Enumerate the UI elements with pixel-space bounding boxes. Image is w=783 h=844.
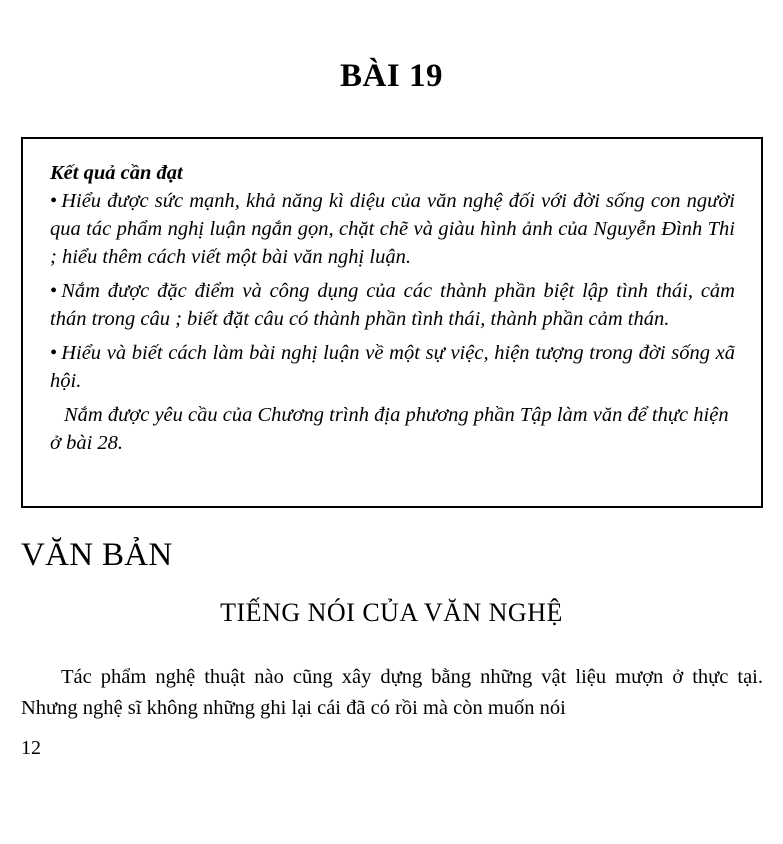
goals-heading: Kết quả cần đạt	[50, 162, 183, 184]
goal-item	[50, 277, 735, 333]
bullet-icon: •	[50, 190, 58, 212]
goal-item	[50, 187, 735, 271]
text-title: TIẾNG NÓI CỦA VĂN NGHỆ	[220, 598, 563, 627]
goal-note: Nắm được yêu cầu của Chương trình địa phương phần Tập làm văn để thực hiện ở bài 28.	[50, 404, 729, 454]
goal-text: Hiểu được sức mạnh, khả năng kì diệu của văn nghệ đối với đời sống con người qua tác phẩm nghị luận ngắn gọn, chặt chẽ và giàu hình ảnh của Nguyễn Đình Thi ; hiểu thêm cách viết một bài văn nghị luận.	[50, 190, 735, 268]
body-paragraph: Tác phẩm nghệ thuật nào cũng xây dựng bằng những vật liệu mượn ở thực tại. Nhưng nghệ sĩ không những ghi lại cái đã có rồi mà còn muốn nói	[21, 666, 763, 719]
goal-item	[50, 339, 735, 395]
learning-goals-box	[21, 137, 763, 508]
bullet-icon: •	[50, 342, 58, 364]
lesson-title: BÀI 19	[340, 58, 443, 94]
section-heading: VĂN BẢN	[21, 537, 173, 573]
page-number: 12	[21, 737, 41, 759]
bullet-icon: •	[50, 280, 58, 302]
goal-text: Nắm được đặc điểm và công dụng của các thành phần biệt lập tình thái, cảm thán trong câu ; biết đặt câu có thành phần tình thái, thành phần cảm thán.	[50, 280, 735, 330]
goal-text: Hiểu và biết cách làm bài nghị luận về một sự việc, hiện tượng trong đời sống xã hội.	[50, 342, 735, 392]
